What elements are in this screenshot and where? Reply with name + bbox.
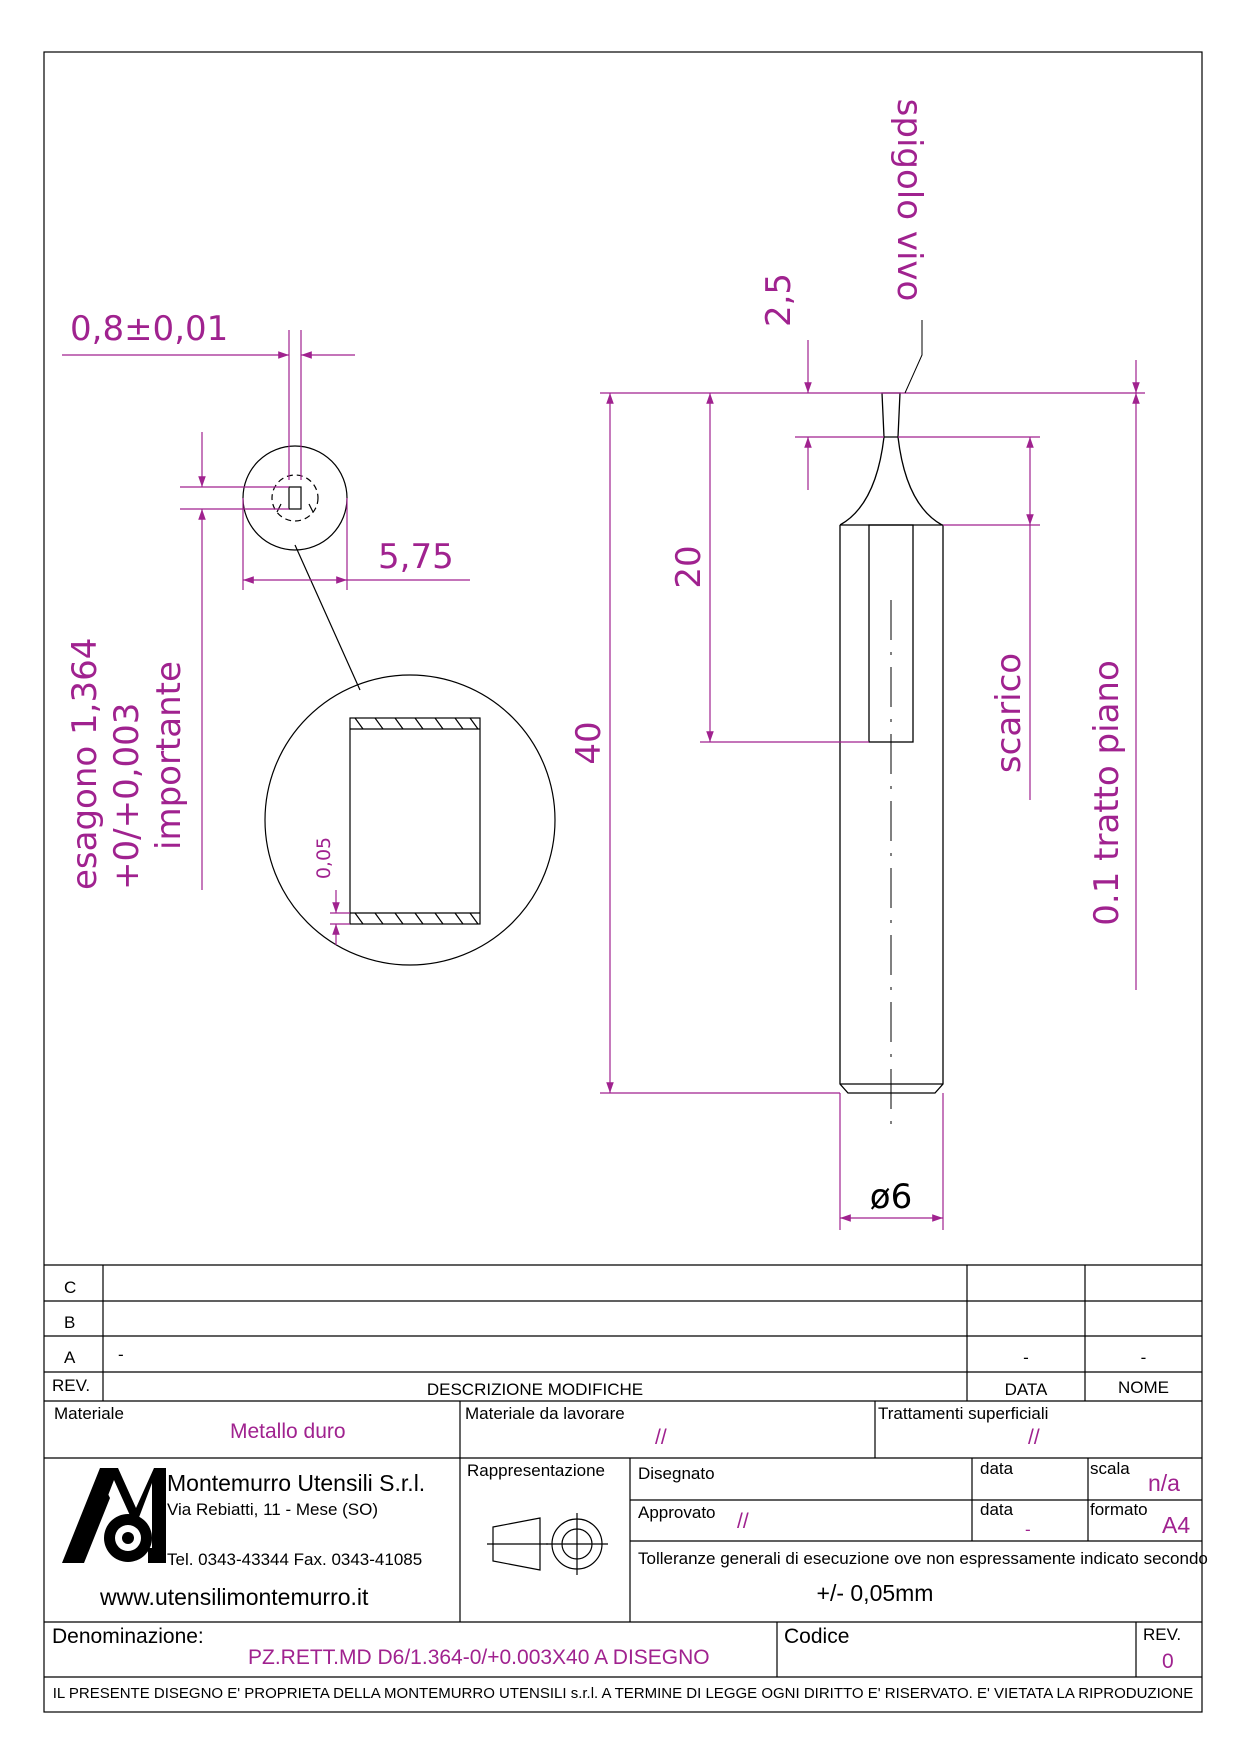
rev-number-label: REV. (1143, 1625, 1182, 1644)
date-header: DATA (1004, 1380, 1048, 1399)
rev-header: REV. (52, 1376, 91, 1395)
rev-b-label: B (64, 1313, 76, 1332)
approved-value: // (737, 1510, 749, 1533)
date-label-approved: data (980, 1500, 1014, 1519)
flat-length-dim: 20 (669, 545, 709, 589)
relief-note: scarico (989, 652, 1029, 774)
detail-chamfer-dim (330, 890, 350, 945)
rev-a-label: A (64, 1348, 76, 1367)
tolerance-label: Tolleranze generali di esecuzione ove non espressamente indicato secondo (638, 1549, 1208, 1568)
company-phone: Tel. 0343-43344 Fax. 0343-41085 (167, 1550, 423, 1569)
rev-a-name: - (1140, 1348, 1147, 1367)
shank-diameter-dim: ø6 (869, 1177, 913, 1217)
pin-end-view (243, 446, 360, 690)
treatment-label: Trattamenti superficiali (878, 1404, 1049, 1423)
company-address: Via Rebiatti, 11 - Mese (SO) (167, 1500, 379, 1519)
work-material-label: Materiale da lavorare (465, 1404, 625, 1423)
svg-text:+0/+0,003: +0/+0,003 (107, 702, 147, 890)
rev-number-value: 0 (1162, 1650, 1174, 1673)
rev-a-date: - (1023, 1348, 1029, 1367)
total-length-dim: 40 (569, 721, 609, 765)
date-label-drawn: data (980, 1459, 1014, 1478)
material-label: Materiale (54, 1404, 124, 1423)
end-diameter-dim: 5,75 (378, 537, 454, 577)
copyright-footer: IL PRESENTE DISEGNO E' PROPRIETA DELLA MONTEMURRO UTENSILI s.r.l. A TERMINE DI LEGGE OGNI DIRITTO E' RISERVATO. E' VIETATA LA RIPRODUZIONE (52, 1685, 1194, 1702)
rev-c-label: C (64, 1278, 77, 1297)
representation-label: Rappresentazione (467, 1461, 605, 1480)
rev-a-desc: - (118, 1345, 124, 1364)
company-name: Montemurro Utensili S.r.l. (167, 1470, 426, 1496)
desc-header: DESCRIZIONE MODIFICHE (426, 1380, 644, 1399)
tip-length-dim: 2,5 (759, 272, 799, 328)
scale-label: scala (1090, 1459, 1130, 1478)
work-material-value: // (655, 1426, 667, 1449)
svg-text:esagono 1,364: esagono 1,364 (65, 637, 105, 890)
format-value: A4 (1162, 1512, 1191, 1538)
slot-width-dim: 0,8±0,01 (70, 309, 229, 349)
date-value-approved: - (1025, 1520, 1031, 1539)
format-label: formato (1090, 1500, 1148, 1519)
code-label: Codice (784, 1625, 850, 1648)
projection-symbol (487, 1513, 608, 1575)
treatment-value: // (1028, 1426, 1040, 1449)
detail-chamfer-value: 0,05 (313, 836, 335, 880)
material-value: Metallo duro (230, 1420, 346, 1443)
drawn-label: Disegnato (638, 1464, 715, 1483)
name-header: NOME (1118, 1378, 1169, 1397)
svg-text:importante: importante (149, 661, 189, 850)
scale-value: n/a (1148, 1470, 1180, 1496)
detail-view (265, 675, 555, 965)
tolerance-value: +/- 0,05mm (816, 1580, 934, 1606)
denomination-value: PZ.RETT.MD D6/1.364-0/+0.003X40 A DISEGNO (248, 1646, 710, 1669)
sharp-edge-leader (905, 320, 922, 393)
company-website[interactable]: www.utensilimontemurro.it (100, 1584, 369, 1610)
denomination-label: Denominazione: (52, 1625, 204, 1648)
hex-spec-note (65, 638, 189, 890)
sharp-edge-note: spigolo vivo (889, 98, 929, 302)
approved-label: Approvato (638, 1503, 716, 1522)
drawing-frame (44, 52, 1202, 1712)
flat-tolerance-note: 0.1 tratto piano (1087, 660, 1127, 926)
company-logo (62, 1468, 166, 1563)
side-view-dimensions (600, 340, 1145, 1230)
